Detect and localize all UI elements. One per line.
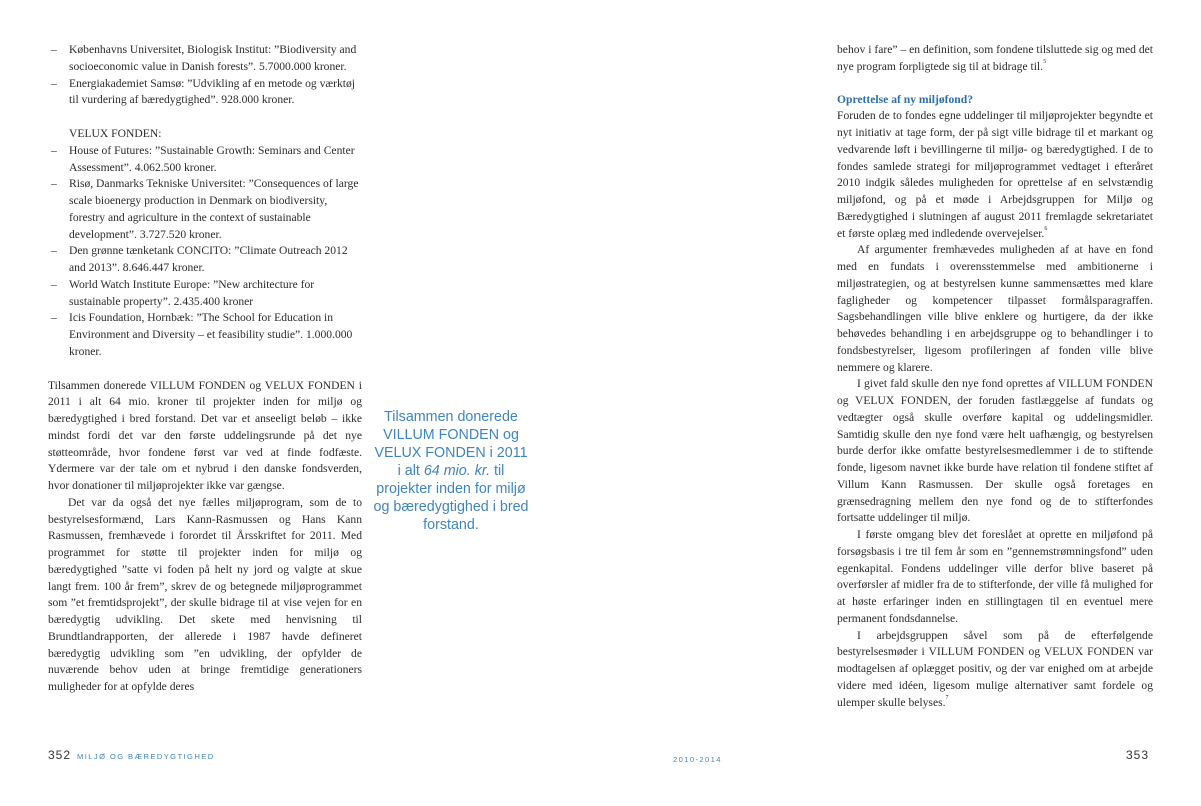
velux-heading: VELUX FONDEN: (69, 127, 162, 140)
footnote-ref: 6 (1044, 225, 1048, 232)
grant-item: – Den grønne tænketank CONCITO: ”Climate Outreach 2012 and 2013”. 8.646.447 kroner. (60, 243, 362, 277)
pull-quote-emphasis: 64 mio. kr. (423, 463, 491, 479)
section-title: MILJØ OG BÆREDYGTIGHED (77, 752, 215, 761)
body-paragraph: I første omgang blev det foreslået at oprette en miljøfond på forsøgsbasis i tre til fem år som en ”gennemstrømningsfond” uden egenkapital. Fondens uddelinger ville derfor blive baseret på overførsler af midler fra de to stifterfonde, der ville få mulighed for at høste erfaringer inden en stillingtagen til en eventuel mere permanent fondsdannelse. (837, 528, 1153, 625)
body-paragraph (837, 108, 1153, 242)
body-paragraph: I givet fald skulle den nye fond oprettes af VILLUM FONDEN og VELUX FONDEN, der foruden fastlæggelse af fundats og vedtægter også skulle overføre kapital og uddelingsmidler. Samtidig skulle den nye fond være helt uafhængig, og bestyrelsen burde derfor ikke omfatte bestyrelsesmedlemmer i de to stiftende fonde, ligesom navnet ikke burde have relation til fondene stiftet af Villum Kann Rasmussen. Der skulle også foretages en grænsedragning mellem den nye fond og de to stifterfondes fortsatte uddelinger til miljø. (837, 377, 1153, 525)
grant-item: – House of Futures: ”Sustainable Growth: Seminars and Center Assessment”. 4.062.500 kroner. (60, 143, 362, 177)
body-paragraph: Tilsammen donerede VILLUM FONDEN og VELUX FONDEN i 2011 i alt 64 mio. kroner til projekter inden for miljø og bæredygtighed i bred forstand. Det var et anseeligt beløb – ikke mindst fordi det var den første uddelingsrunde på det nye støtteområde, hvor fondene først var ved at finde fodfæste. Ydermere var der tale om et nybrud i den danske fondsverden, hvor donationer til miljøprojekter ikke var gængse. (48, 378, 362, 492)
body-paragraph: Af argumenter fremhævedes muligheden af at have en fond med en fundats i overensstemmelse med ambitionerne i miljøstrategien, og at bestyrelsen kunne sammensættes med klare fagligheder og kompetencer tilpasset formålsparagraffen. Sagsbehandlingen ville blive enklere og hurtigere, da der ikke behøvedes behandling i en arbejdsgruppe og to behandlinger i to fondsbestyrelser, ligesom profileringen af fonden ville blive nemmere og klarere. (837, 243, 1153, 374)
grant-item: – Københavns Universitet, Biologisk Institut: ”Biodiversity and socioeconomic value in Danish forests”. 5.7000.000 kroner. (60, 42, 362, 76)
pull-quote (372, 408, 530, 534)
footnote-ref: 5 (1043, 58, 1047, 65)
grant-item: – Icis Foundation, Hornbæk: ”The School for Education in Environment and Diversity – et feasibility studie”. 1.000.000 kroner. (60, 310, 362, 360)
grant-list-velux (48, 143, 362, 361)
paragraph-text: Foruden de to fondes egne uddelinger til miljøprojekter begyndte et nyt initiativ at tage form, der på sigt ville bidrage til et markant og vedvarende løft i bevillingerne til miljø- og bæredygtighed. I de to fondes samlede strategi for miljøprogrammet vedtaget i efteråret 2010 indgik således muligheden for oprettelse af en selvstændig miljøfond, og på et møde i Arbejdsgruppen for Miljø og Bæredygtighed i slutningen af august 2011 fremlagde sekretariatet et første oplæg med indledende overvejelser. (837, 109, 1153, 240)
footer-right (1126, 746, 1149, 764)
period-label: 2010-2014 (673, 755, 722, 764)
grant-item: – Risø, Danmarks Tekniske Universitet: ”Consequences of large scale bioenergy production in Denmark on biodiversity, forestry and agriculture in the context of sustainable development”. 3.727.520 kroner. (60, 176, 362, 243)
body-paragraph: Det var da også det nye fælles miljøprogram, som de to bestyrelsesformænd, Lars Kann-Rasmussen og Hans Kann Rasmussen, fremhævede i forordet til Årsskriftet for 2011. Med programmet for støtte til projekter inden for miljø og bæredygtighed ”satte vi foden på helt ny jord og valgte at skue langt frem. 100 år frem”, skrev de og betegnede miljøprogrammet som ”et fremtidsprojekt”, der skulle bidrage til at vise vejen for en bæredygtig udvikling. Det skete med henvisning til Brundtlandrapporten, der allerede i 1987 havde defineret bæredygtig udvikling som ”en udvikling, der opfylder de nuværende behov uden at bringe fremtidige generationers muligheder for at opfylde deres (48, 495, 362, 693)
grant-list-villum (48, 42, 362, 109)
paragraph-text: behov i fare” – en definition, som fondene tilsluttede sig og med det nye program forpligtede sig til at bidrage til. (837, 43, 1153, 73)
right-page-column (837, 42, 1153, 711)
paragraph-text: I arbejdsgruppen såvel som på de efterfølgende bestyrelsesmøder i VILLUM FONDEN og VELUX FONDEN var modtagelsen af oplægget positiv, og der var enighed om at arbejde videre med idéen, ligesom mulige alternativer samt fordele og ulemper skulle belyses. (837, 628, 1153, 709)
body-paragraph (837, 42, 1153, 76)
footnote-ref: 7 (945, 694, 949, 701)
grant-item: – Energiakademiet Samsø: ”Udvikling af en metode og værktøj til vurdering af bæredygtighed”. 928.000 kroner. (60, 76, 362, 110)
pull-quote-text: til projekter inden for miljø og bæredygtighed i bred forstand. (373, 463, 529, 533)
grant-item: – World Watch Institute Europe: ”New architecture for sustainable property”. 2.435.400 kroner (60, 277, 362, 311)
body-paragraph (837, 628, 1153, 712)
footer-center (673, 749, 722, 767)
section-heading: Oprettelse af ny miljøfond? (837, 92, 974, 106)
footer-left (48, 746, 215, 764)
pull-quote-text: Tilsammen donerede VILLUM FONDEN og VELUX FONDEN i 2011 i alt (374, 409, 528, 479)
left-page-column (48, 42, 362, 696)
page-number-right: 353 (1126, 748, 1150, 762)
page-number-left: 352 (48, 748, 72, 762)
